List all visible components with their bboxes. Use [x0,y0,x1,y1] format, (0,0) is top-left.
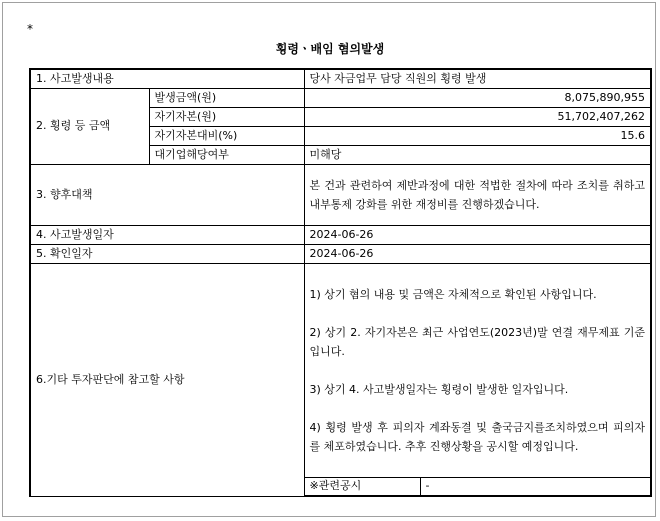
related-disclosure-value: - [420,477,651,496]
row-label-confirm-date: 5. 확인일자 [30,244,304,263]
sub-value-ratio: 15.6 [304,126,651,145]
table-row [30,88,651,107]
table-row [30,164,651,225]
table-row [30,263,651,477]
row-label-incident: 1. 사고발생내용 [30,69,304,88]
row-value-incident: 당사 자금업무 담당 직원의 횡령 발생 [304,69,651,88]
row-label-other: 6.기타 투자판단에 참고할 사항 [30,263,304,496]
table-row [30,244,651,263]
note-3: 3) 상기 4. 사고발생일자는 횡령이 발생한 일자입니다. [309,382,569,396]
sub-value-large-corp: 미해당 [304,145,651,164]
sub-label-ratio: 자기자본대비(%) [149,126,304,145]
sub-value-equity: 51,702,407,262 [304,107,651,126]
disclosure-table [29,68,652,497]
table-row [30,69,651,88]
note-2: 2) 상기 2. 자기자본은 최근 사업연도(2023년)말 연결 재무제표 기준입니다. [309,325,645,358]
page-title: 횡령ㆍ배임 혐의발생 [275,42,385,56]
section-marker: * [27,22,33,36]
table-row [30,225,651,244]
sub-value-amount: 8,075,890,955 [304,88,651,107]
note-4: 4) 횡령 발생 후 피의자 계좌동결 및 출국금지를조치하였으며 피의자를 체포하였습니다. 추후 진행상황을 공시할 예정입니다. [309,420,645,453]
row-label-amount: 2. 횡령 등 금액 [30,88,149,164]
row-value-incident-date: 2024-06-26 [304,225,651,244]
related-disclosure-label: ※관련공시 [304,477,420,496]
row-value-other-notes [304,263,651,477]
row-value-confirm-date: 2024-06-26 [304,244,651,263]
sub-label-large-corp: 대기업해당여부 [149,145,304,164]
sub-label-amount: 발생금액(원) [149,88,304,107]
sub-label-equity: 자기자본(원) [149,107,304,126]
row-label-measures: 3. 향후대책 [30,164,304,225]
note-1: 1) 상기 혐의 내용 및 금액은 자체적으로 확인된 사항입니다. [309,287,597,301]
row-label-incident-date: 4. 사고발생일자 [30,225,304,244]
row-value-measures: 본 건과 관련하여 제반과정에 대한 적법한 절차에 따라 조치를 취하고 내부통제 강화를 위한 재정비를 진행하겠습니다. [304,164,651,225]
